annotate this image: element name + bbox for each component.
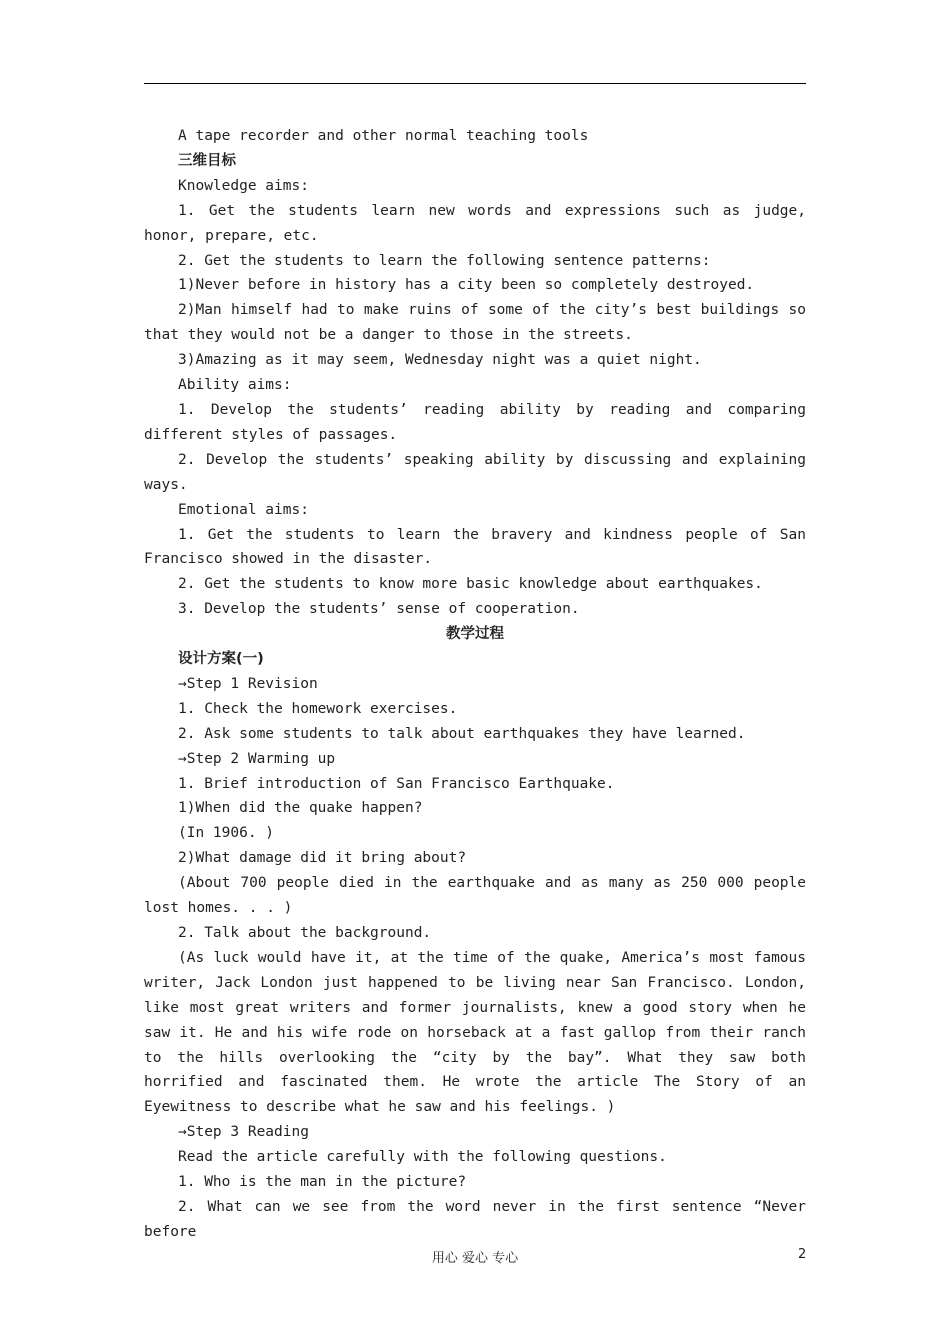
step-2-item-1: 1. Brief introduction of San Francisco Earthquake.: [178, 775, 615, 792]
footer-motto: 用心 爱心 专心: [431, 1251, 519, 1266]
reading-question-1: 1. Who is the man in the picture?: [178, 1174, 467, 1191]
step-3-heading: →Step 3 Reading: [178, 1124, 309, 1141]
step-2-heading: →Step 2 Warming up: [178, 750, 336, 767]
knowledge-aim-1: 1. Get the students learn new words and expressions such as judge, honor, prepare, etc.: [144, 202, 806, 244]
page-body: [144, 124, 806, 1245]
sentence-pattern-1: 1)Never before in history has a city been so completely destroyed.: [178, 277, 755, 294]
step-1-item-1: 1. Check the homework exercises.: [178, 700, 458, 717]
emotional-aim-2: 2. Get the students to know more basic knowledge about earthquakes.: [178, 576, 763, 593]
background-paragraph: (As luck would have it, at the time of the quake, America’s most famous writer, Jack London just happened to be living near San Francisco. London, like most great writers and former journalists, knew a good story when he saw it. He and his wife rode on horseback at a fast gallop from their ranch to the hills overlooking the “city by the bay”. What they saw both horrified and fascinated them. He wrote the article The Story of an Eyewitness to describe what he saw and his feelings. ): [144, 949, 806, 1116]
step-1-heading: →Step 1 Revision: [178, 675, 318, 692]
objectives-heading: 三维目标: [178, 152, 236, 169]
plan-heading: 设计方案(一): [178, 651, 264, 668]
step-3-intro: Read the article carefully with the following questions.: [178, 1149, 667, 1166]
ability-aim-1: 1. Develop the students’ reading ability by reading and comparing different styles of passages.: [144, 401, 806, 443]
sentence-pattern-2: 2)Man himself had to make ruins of some of the city’s best buildings so that they would not be a danger to those in the streets.: [144, 302, 806, 344]
knowledge-aims-label: Knowledge aims:: [178, 177, 309, 194]
reading-question-2: 2. What can we see from the word never in the first sentence “Never before: [144, 1198, 806, 1240]
answer-2: (About 700 people died in the earthquake and as many as 250 000 people lost homes. . . ): [144, 875, 806, 917]
emotional-aim-1: 1. Get the students to learn the bravery and kindness people of San Francisco showed in the disaster.: [144, 526, 806, 568]
emotional-aim-3: 3. Develop the students’ sense of cooperation.: [178, 601, 580, 618]
ability-aim-2: 2. Develop the students’ speaking ability by discussing and explaining ways.: [144, 451, 806, 493]
knowledge-aim-2: 2. Get the students to learn the following sentence patterns:: [178, 252, 711, 269]
materials-line: A tape recorder and other normal teaching tools: [178, 128, 589, 144]
page-footer: [0, 1247, 950, 1267]
ability-aims-label: Ability aims:: [178, 377, 292, 394]
step-1-item-2: 2. Ask some students to talk about earthquakes they have learned.: [178, 725, 746, 742]
question-1: 1)When did the quake happen?: [178, 800, 423, 817]
sentence-pattern-3: 3)Amazing as it may seem, Wednesday night was a quiet night.: [178, 352, 702, 369]
header-rule: [144, 83, 806, 84]
step-2-item-2: 2. Talk about the background.: [178, 925, 432, 941]
question-2: 2)What damage did it bring about?: [178, 850, 467, 867]
answer-1: (In 1906. ): [178, 825, 275, 842]
process-heading: 教学过程: [446, 626, 504, 643]
page-number: 2: [798, 1247, 807, 1262]
emotional-aims-label: Emotional aims:: [178, 501, 309, 518]
